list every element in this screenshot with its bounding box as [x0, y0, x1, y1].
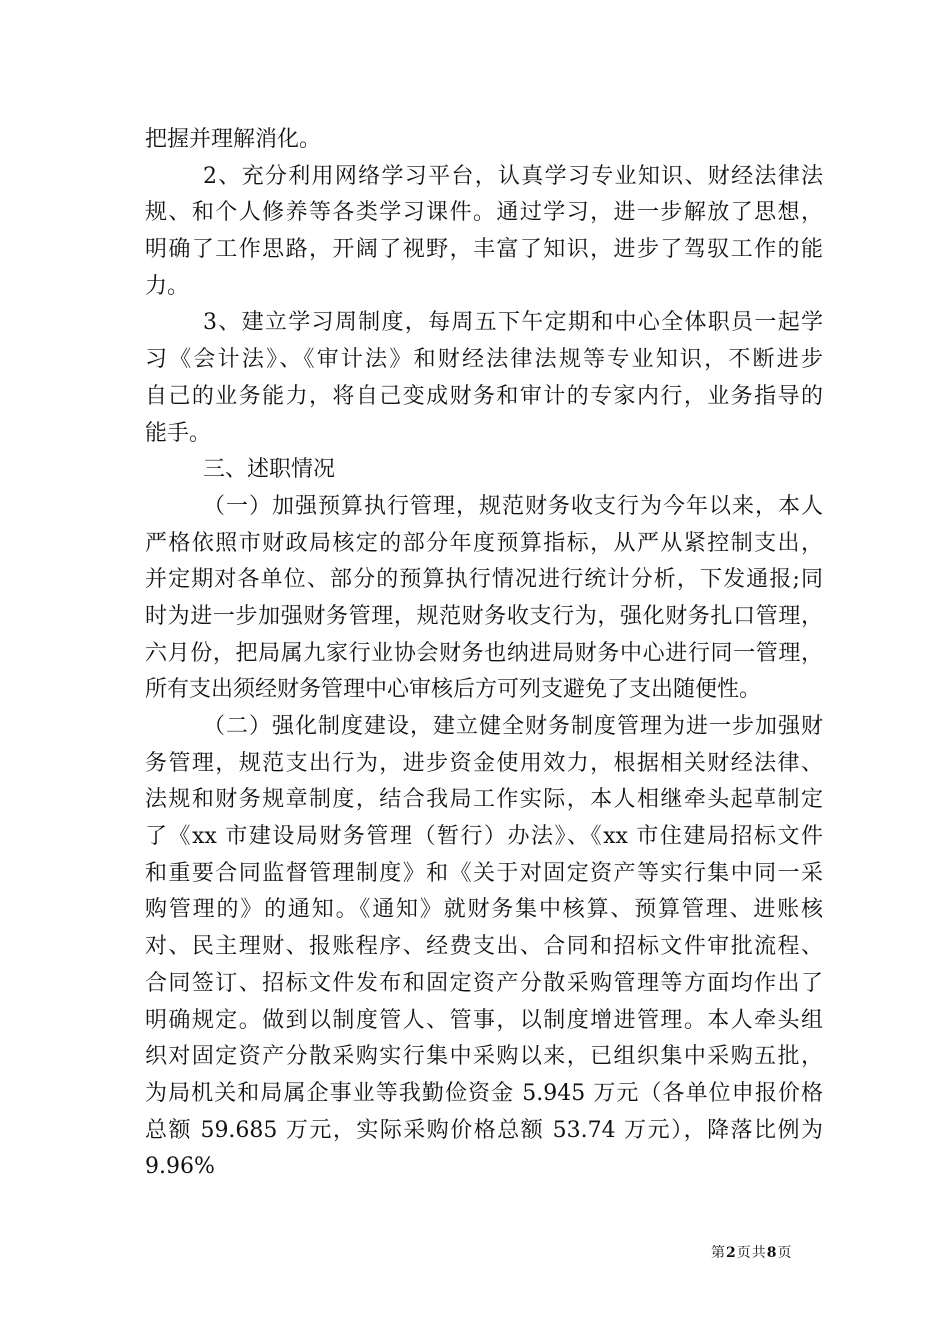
text-line: 力。: [145, 273, 190, 299]
text-line: （二）强化制度建设，建立健全财务制度管理为进一步加强财: [203, 714, 823, 739]
paragraph-continuation: [145, 122, 823, 159]
text-line: 3、建立学习周制度，每周五下午定期和中心全体职员一起学: [203, 310, 823, 336]
page-footer: [711, 1243, 793, 1263]
text-line: 法规和财务规章制度，结合我局工作实际，本人相继牵头起草制定: [145, 787, 823, 813]
text-line: 所有支出须经财务管理中心审核后方可列支避免了支出随便性。: [145, 677, 762, 703]
text-line: 为局机关和局属企事业等我勤俭资金 5.945 万元（各单位申报价格: [145, 1080, 823, 1106]
text-line: 时为进一步加强财务管理，规范财务收支行为，强化财务扎口管理，: [145, 603, 823, 629]
text-line: 合同签订、招标文件发布和固定资产分散采购管理等方面均作出了: [145, 970, 823, 996]
section-heading-text: 三、述职情况: [203, 457, 336, 483]
text-line: 并定期对各单位、部分的预算执行情况进行统计分析，下发通报;同: [145, 567, 823, 593]
section-heading: [145, 452, 823, 489]
text-line: 自己的业务能力，将自己变成财务和审计的专家内行，业务指导的: [145, 383, 823, 409]
text-line: （一）加强预算执行管理，规范财务收支行为今年以来，本人: [203, 493, 823, 519]
text-line: 务管理，规范支出行为，进步资金使用效力，根据相关财经法律、: [145, 750, 823, 776]
page-label-prefix: 第: [711, 1245, 726, 1261]
text-line: 严格依照市财政局核定的部分年度预算指标，从严从紧控制支出，: [145, 530, 823, 556]
page-number-current: 2: [726, 1245, 737, 1261]
text-line: 9.96%: [145, 1154, 215, 1180]
page-number-total: 8: [766, 1245, 778, 1261]
text-line: 把握并理解消化。: [145, 127, 322, 152]
page-label-suffix: 页: [777, 1245, 793, 1261]
text-line: 织对固定资产分散采购实行集中采购以来，已组织集中采购五批，: [145, 1044, 823, 1070]
paragraph-budget-management: [145, 489, 823, 709]
text-line: 和重要合同监督管理制度》和《关于对固定资产等实行集中同一采: [145, 860, 823, 886]
page-label-mid: 页共: [736, 1245, 767, 1261]
document-body: [145, 122, 823, 1186]
text-line: 总额 59.685 万元，实际采购价格总额 53.74 万元），降落比例为: [145, 1117, 823, 1143]
text-line: 了《xx 市建设局财务管理（暂行）办法》、《xx 市住建局招标文件: [145, 824, 823, 850]
text-line: 能手。: [145, 420, 212, 446]
text-line: 规、和个人修养等各类学习课件。通过学习，进一步解放了思想，: [145, 200, 823, 226]
text-line: 2、充分利用网络学习平台，认真学习专业知识、财经法律法: [203, 163, 823, 189]
text-line: 明确了工作思路，开阔了视野，丰富了知识，进步了驾驭工作的能: [145, 237, 823, 263]
text-line: 六月份，把局属九家行业协会财务也纳进局财务中心进行同一管理，: [145, 640, 823, 666]
paragraph-item-3: [145, 305, 823, 452]
text-line: 购管理的》的通知。《通知》就财务集中核算、预算管理、进账核: [145, 897, 823, 923]
text-line: 习《会计法》、《审计法》和财经法律法规等专业知识，不断进步: [145, 347, 823, 373]
paragraph-item-2: [145, 159, 823, 306]
text-line: 明确规定。做到以制度管人、管事，以制度增进管理。本人牵头组: [145, 1007, 823, 1033]
text-line: 对、民主理财、报账程序、经费支出、合同和招标文件审批流程、: [145, 934, 823, 960]
paragraph-system-building: [145, 709, 823, 1186]
